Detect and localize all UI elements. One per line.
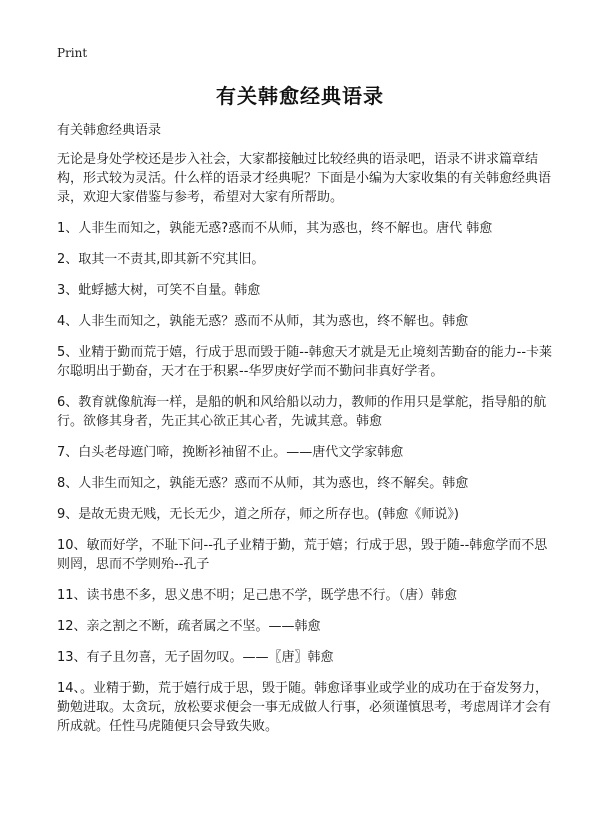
- article-body: [57, 121, 557, 748]
- quote-item: 7、白头老母遮门啼，挽断衫袖留不止。——唐代文学家韩愈: [57, 445, 404, 460]
- quote-item: 1、人非生而知之，孰能无惑?惑而不从师，其为惑也，终不解也。唐代 韩愈: [57, 221, 493, 236]
- quote-item: 2、取其一不责其,即其新不究其旧。: [57, 252, 265, 267]
- quote-item: 14、。业精于勤，荒于嬉行成于思，毁于随。韩愈译事业或学业的成功在于奋发努力，勤勉进取。太贪玩，放松要求便会一事无成做人行事，必须谨慎思考，考虑周详才会有所成就。任性马虎随便只会导致失败。: [57, 681, 552, 734]
- page-title: 有关韩愈经典语录: [216, 84, 384, 108]
- quote-item: 10、敏而好学，不耻下问--孔子业精于勤，荒于嬉；行成于思，毁于随--韩愈学而不思则罔，思而不学则殆--孔子: [57, 538, 548, 572]
- quote-item: 8、人非生而知之，孰能无惑？惑而不从师，其为惑也，终不解矣。韩愈: [57, 476, 469, 491]
- print-link[interactable]: Print: [57, 46, 88, 60]
- quote-item: 4、人非生而知之，孰能无惑？惑而不从师，其为惑也，终不解也。韩愈: [57, 314, 469, 329]
- quote-item: 3、蚍蜉撼大树，可笑不自量。韩愈: [57, 283, 261, 298]
- quote-item: 12、亲之割之不断，疏者属之不坚。——韩愈: [57, 619, 321, 634]
- intro-paragraph: 无论是身处学校还是步入社会，大家都接触过比较经典的语录吧，语录不讲求篇章结构，形式较为灵活。什么样的语录才经典呢？下面是小编为大家收集的有关韩愈经典语录，欢迎大家借鉴与参考，希望对大家有所帮助。: [57, 152, 552, 205]
- quote-item: 13、有子且勿喜，无子固勿叹。——〖唐〗韩愈: [57, 650, 334, 665]
- quote-item: 9、是故无贵无贱，无长无少，道之所存，师之所存也。(韩愈《师说》): [57, 507, 459, 522]
- quote-item: 11、读书患不多，思义患不明；足己患不学，既学患不行。（唐）韩愈: [57, 588, 458, 603]
- article-subtitle: 有关韩愈经典语录: [57, 123, 162, 138]
- quote-item: 5、业精于勤而荒于嬉，行成于思而毁于随--韩愈天才就是无止境刻苦勤奋的能力--卡莱尔聪明出于勤奋，天才在于积累--华罗庚好学而不勤问非真好学者。: [57, 345, 553, 379]
- quote-item: 6、教育就像航海一样，是船的帆和风给船以动力，教师的作用只是掌舵，指导船的航行。欲修其身者，先正其心欲正其心者，先诚其意。韩愈: [57, 395, 547, 429]
